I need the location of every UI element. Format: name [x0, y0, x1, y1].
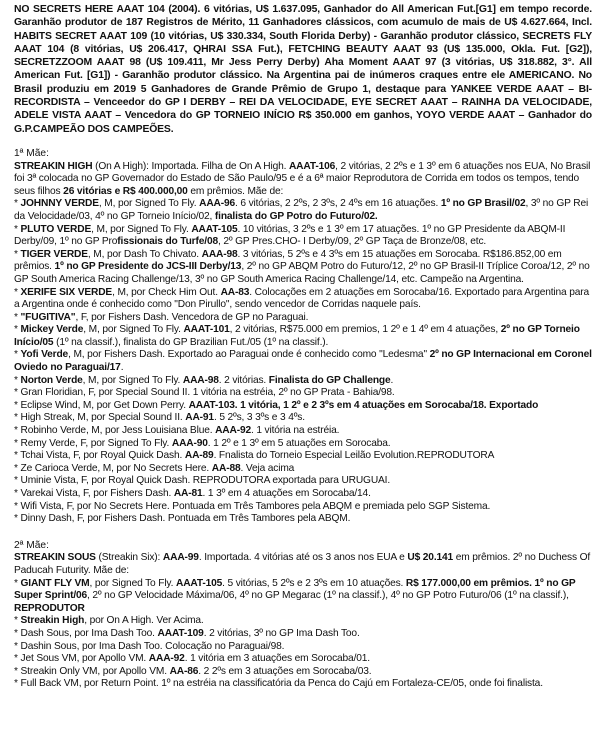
text-run: , 3º no GP Rei da Velocidade/03, 4º no GP Torneio Início/02,: [14, 198, 589, 222]
text-run: em prêmios. 2º no Duchess Of Paducah Futurity. Mãe de:: [14, 552, 591, 576]
bold-text: AA-86: [169, 665, 199, 677]
bold-text: 2º no GP Internacional em Coronel Oviedo no Paraguai/17: [14, 349, 592, 374]
bold-text: R$ 177.000,00 em prêmios. 1º no GP Super Sprint/06: [14, 577, 576, 602]
dam-label: 2ª Mãe:: [14, 539, 49, 551]
bold-text: AAA-92: [215, 425, 251, 437]
offspring-entry: [14, 578, 592, 616]
text-run: . 1 2º e 1 3º em 5 atuações em Sorocaba.: [207, 437, 391, 449]
bold-text: AAAT-106: [288, 160, 336, 172]
bold-text: AAAT-105: [175, 577, 223, 589]
offspring-entry: [14, 224, 592, 249]
bold-text: AAA-98: [182, 374, 219, 386]
bold-text: TIGER VERDE: [20, 248, 88, 260]
offspring-entry: [14, 375, 592, 388]
bold-text: STREAKIN SOUS: [14, 552, 96, 564]
text-run: * Eclipse Wind, M, por Get Down Perry.: [14, 399, 189, 411]
text-run: *: [14, 248, 21, 260]
text-run: .: [120, 362, 124, 374]
offspring-entry: [14, 488, 592, 501]
offspring-entry: [14, 249, 592, 287]
text-run: , 2 vitórias, R$75.000 em premios, 1 2º e 1 4º em 4 atuações,: [229, 324, 501, 336]
text-run: . 1 3º em 4 atuações em Sorocaba/14.: [202, 488, 371, 499]
bold-text: Yofi Verde: [20, 349, 69, 361]
text-run: *: [14, 577, 21, 589]
text-run: * Dinny Dash, F, por Fishers Dash. Pontuada em Três Tambores pela ABQM.: [14, 513, 351, 525]
offspring-entry: [14, 324, 592, 349]
bold-text: 1º no GP Brasil/02: [440, 198, 526, 210]
text-run: *: [14, 311, 21, 323]
text-run: . Fnalista do Torneio Especial Leilão Evolution.REPRODUTORA: [213, 450, 495, 462]
text-run: (1º na classif.), finalista do GP Brazilian Fut./05 (1º na classif.).: [53, 336, 329, 348]
dam-section-2: [14, 540, 592, 691]
bold-text: AAAT-101: [183, 324, 230, 336]
text-run: . 5 vitórias, 5 2ºs e 2 3ºs em 10 atuações.: [222, 577, 406, 589]
offspring-list: [14, 198, 592, 525]
bold-text: 2º no GP Torneio Início/05: [14, 324, 580, 348]
offspring-entry: [14, 438, 592, 451]
offspring-entry: [14, 287, 592, 312]
offspring-entry: [14, 463, 592, 476]
offspring-entry: [14, 641, 592, 654]
bold-text: finalista do GP Potro do Futuro/02.: [214, 210, 378, 222]
bold-text: U$ 20.141: [407, 552, 454, 564]
bold-text: JOHNNY VERDE: [20, 198, 99, 210]
text-run: , 2º no GP Velocidade Máxima/06, 4º no GP Megarac (1º na classif.), 4º no GP Potro Futuro/06 (1º na classif.),: [87, 590, 569, 602]
bold-text: AA-91: [185, 412, 214, 424]
offspring-entry: [14, 312, 592, 325]
text-run: . 6 vitórias, 2 2ºs, 2 3ºs, 2 4ºs em 16 atuações.: [235, 198, 441, 210]
text-run: * Uminie Vista, F, por Royal Quick Dash. REPRODUTORA exportada para URUGUAI.: [14, 475, 391, 487]
text-run: . 1 vitória na estréia.: [251, 425, 340, 437]
dam-label: 1ª Mãe:: [14, 147, 49, 159]
text-run: *: [14, 198, 21, 210]
bold-text: AAA-92: [148, 653, 185, 665]
text-run: . 2 2ºs em 3 atuações em Sorocaba/03.: [198, 665, 372, 677]
text-run: * Remy Verde, F, por Signed To Fly.: [14, 437, 172, 449]
text-run: , 2 vitórias, 2 2ºs e 1 3º em 6 atuações nos EUA, No Brasil foi 3ª colocada no GP Governador do Estado de São Paulo/95 e é a 6ª maior Reprodutora de Corrida em todos os tempos, tendo seus filhos: [14, 160, 591, 197]
text-run: , M, por Signed To Fly.: [91, 223, 192, 235]
text-run: . 2 vitórias, 3º no GP Ima Dash Too.: [203, 627, 360, 639]
text-run: (On A High): Importada. Filha de On A High.: [92, 160, 289, 172]
text-run: *: [14, 349, 21, 361]
text-run: , M, por Signed To Fly.: [98, 198, 200, 210]
text-run: , F, por Fishers Dash. Vencedora de GP no Paraguai.: [75, 311, 309, 323]
offspring-entry: [14, 349, 592, 374]
text-run: *: [14, 324, 21, 336]
bold-text: STREAKIN HIGH: [14, 160, 93, 172]
text-run: .: [390, 374, 394, 386]
offspring-entry: [14, 425, 592, 438]
dam-description: [14, 161, 592, 199]
offspring-entry: [14, 412, 592, 425]
text-run: , M, por Check Him Out.: [112, 286, 221, 298]
offspring-entry: [14, 475, 592, 488]
text-run: . Colocações em 2 atuações em Sorocaba/16. Exportado para Argentina para a Argentina onde é conhecido como "Don Pirullo", sendo vencedor de Corridas naquele país.: [14, 286, 590, 311]
bold-text: AA-81: [173, 488, 203, 499]
bold-text: NO SECRETS HERE AAAT 104 (2004). 6 vitórias, U$ 1.637.095, Ganhador do All American Fut.[G1] em tempo recorde. Garanhão produtor de 187 Registros de Mérito, 11 Ganhadores clássicos, com acumulo de mais de U$ 4.627.664, Incl. HABITS SECRET AAAT 109 (10 vitórias, U$ 330.334, South Florida Derby) - Garanhão produtor clássico, SECRETS FLY AAAT 104 (8 vitórias, U$ 206.417, QHRAI SSA Fut.), FETCHING BEAUTY AAAT 93 (U$ 135.000, Okla. Fut. [G2]), SECRETZZOOM AAAT 98 (U$ 109.411, Mr Jess Perry Derby) Aha Moment AAAT 97 (3 vitórias, U$ 318.882, 3°. All American Fut. [G1]) - Garanhão produtor clássico. Na Argentina pai de inúmeros craques entre ele AMERICANO. No Brasil produziu em 2019 5 Ganhadores de Grande Prêmio de Grupo 1, destaque para YANKEE VERDE AAAT – BI-RECORDISTA – Venceedor do GP I DERBY – REI DA VELOCIDADE, EYE SECRET AAAT – RAINHA DA VELOCIDADE, ADELE VISTA AAAT – Vencedora do GP TORNEIO INÍCIO R$ 350.000 em ganhos, YOYO VERDE AAAT – Ganhador do G.P.CAMPEÃO DOS CAMPEÕES.: [14, 4, 592, 135]
text-run: . 5 2ºs, 3 3ºs e 3 4ºs.: [213, 412, 305, 424]
text-run: * Ze Carioca Verde, M, por No Secrets Here.: [14, 462, 212, 474]
text-run: . 10 vitórias, 3 2ºs e 1 3º em 17 atuações. 1º no GP Presidente da ABQM-II Derby/09, 1º no GP Pro: [14, 223, 566, 248]
bold-text: "FUGITIVA": [20, 311, 76, 323]
offspring-list: [14, 578, 592, 691]
text-run: . 3 vitórias, 5 2ºs e 4 3ºs em 15 atuações em Sorocaba. R$186.852,00 em prêmios.: [14, 248, 562, 273]
offspring-entry: [14, 628, 592, 641]
offspring-entry: [14, 678, 592, 691]
bold-text: Finalista do GP Challenge: [268, 374, 391, 386]
text-run: * Tchai Vista, F, por Royal Quick Dash.: [14, 450, 185, 462]
offspring-entry: [14, 666, 592, 679]
bold-text: REPRODUTOR: [14, 602, 85, 614]
text-run: * Dashin Sous, por Ima Dash Too. Colocação no Paraguai/98.: [14, 640, 285, 652]
offspring-entry: [14, 198, 592, 223]
text-run: . Veja acima: [240, 462, 295, 474]
bold-text: 26 vitórias e R$ 400.000,00: [63, 185, 188, 197]
text-run: . 1 vitória em 3 atuações em Sorocaba/01.: [184, 653, 370, 665]
text-run: *: [14, 223, 21, 235]
bold-text: AAA-98: [201, 248, 238, 260]
text-run: , M, por Fishers Dash. Exportado ao Paraguai onde é conhecido como "Ledesma": [68, 349, 430, 361]
offspring-entry: [14, 387, 592, 400]
bold-text: AAA-96: [199, 198, 236, 210]
bold-text: GIANT FLY VM: [20, 577, 90, 589]
bold-text: AA-83: [220, 286, 250, 298]
text-run: * High Streak, M, por Special Sound II.: [14, 412, 186, 424]
bold-text: AA-89: [184, 450, 214, 462]
text-run: *: [14, 374, 21, 386]
text-run: * Jet Sous VM, por Apollo VM.: [14, 653, 149, 665]
text-run: em prêmios. Mãe de:: [187, 185, 284, 197]
text-run: , M, por Dash To Chivato.: [87, 248, 202, 260]
bold-text: PLUTO VERDE: [20, 223, 92, 235]
text-run: *: [14, 286, 21, 298]
text-run: , 2º no GP ABQM Potro do Futuro/12, 2º no GP Brasil-II Tríplice Coroa/12, 2º no GP South America Racing Challenge/13, 3º no GP South America Racing Challenge/14, etc. Campeão na Argentina.: [14, 261, 590, 285]
text-run: , por Signed To Fly.: [89, 577, 176, 589]
text-run: * Robinho Verde, M, por Jess Louisiana Blue.: [14, 425, 216, 437]
offspring-entry: [14, 501, 592, 514]
dam-description: [14, 552, 592, 577]
text-run: . 2 vitórias.: [218, 374, 269, 386]
offspring-entry: [14, 450, 592, 463]
text-run: , 2º GP Pres.CHO- I Derby/09, 2º GP Taça de Bronze/08, etc.: [217, 236, 487, 248]
offspring-entry: [14, 615, 592, 628]
offspring-entry: [14, 400, 592, 413]
bold-text: Streakin High: [20, 615, 85, 627]
bold-text: XERIFE SIX VERDE: [20, 286, 113, 298]
text-run: *: [14, 615, 21, 627]
bold-text: 1º no GP Presidente do JCS-III Derby/13: [54, 261, 242, 273]
bold-text: Mickey Verde: [20, 324, 84, 336]
sire-summary: [14, 3, 592, 136]
offspring-entry: [14, 653, 592, 666]
bold-text: AAA-90: [171, 437, 208, 449]
text-run: * Gran Floridian, F, por Special Sound II. 1 vitória na estréia, 2º no GP Prata - Bahia/98.: [14, 387, 395, 399]
bold-text: AAAT-105: [191, 223, 238, 235]
text-run: * Wifi Vista, F, por No Secrets Here. Pontuada em Três Tambores pela ABQM e premiada pelo SGP Sistema.: [14, 500, 491, 512]
bold-text: AAAT-103. 1 vitória, 1 2º e 2 3ºs em 4 atuações em Sorocaba/18. Exportado: [188, 399, 539, 411]
bold-text: Norton Verde: [20, 374, 83, 386]
text-run: (Streakin Six):: [95, 552, 163, 564]
text-run: * Streakin Only VM, por Apollo VM.: [14, 665, 170, 677]
bold-text: AAA-99: [162, 552, 199, 564]
text-run: * Dash Sous, por Ima Dash Too.: [14, 627, 158, 639]
bold-text: AA-88: [211, 462, 241, 474]
text-run: * Full Back VM, por Return Point. 1º na estréia na classificatória da Penca do Cajú em Fortaleza-CE/05, onde foi finalista.: [14, 678, 543, 690]
bold-text: AAAT-109: [157, 627, 204, 639]
text-run: , por On A High. Ver Acima.: [84, 615, 204, 627]
bold-text: fissionais do Turfe/08: [117, 236, 218, 248]
text-run: , M, por Signed To Fly.: [82, 374, 183, 386]
text-run: * Varekai Vista, F, por Fishers Dash.: [14, 488, 174, 499]
offspring-entry: [14, 513, 592, 526]
text-run: . Importada. 4 vitórias até os 3 anos nos EUA e: [198, 552, 408, 564]
dam-section-1: [14, 148, 592, 526]
text-run: , M, por Signed To Fly.: [83, 324, 184, 336]
